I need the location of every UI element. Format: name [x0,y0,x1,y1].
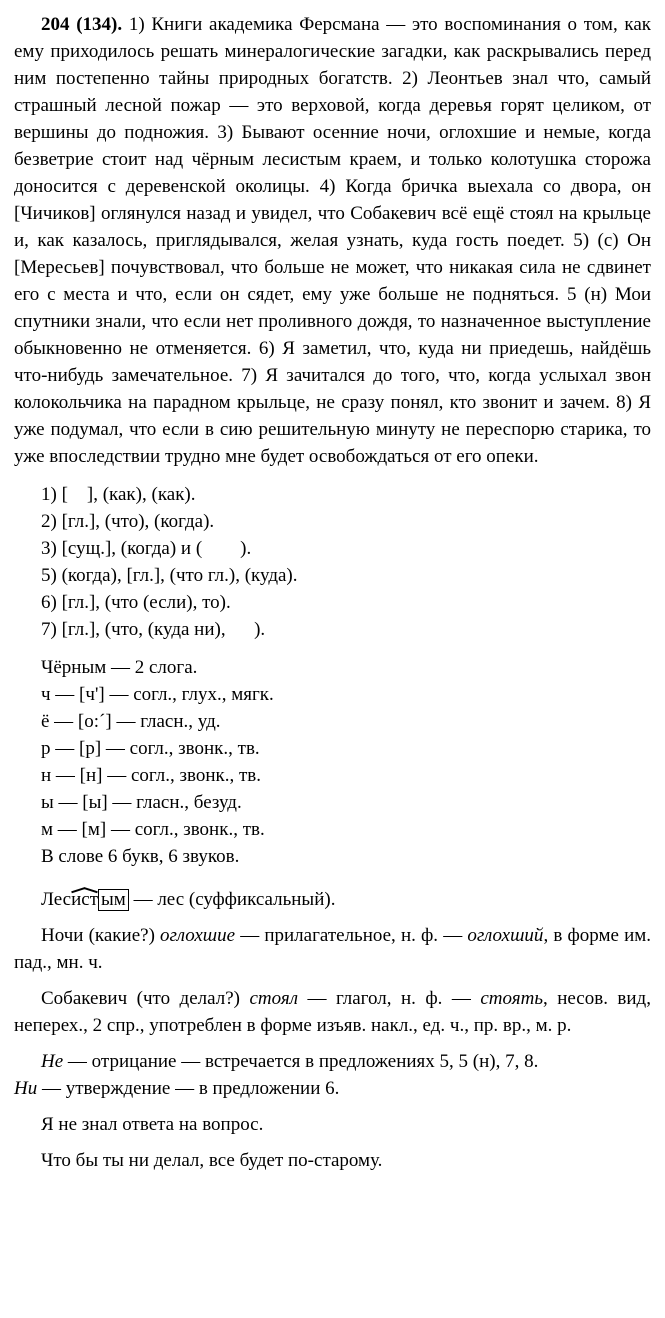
phonetic-title: Чёрным — 2 слога. [41,657,198,678]
particles-note [14,1048,651,1102]
verb-features: , несов. вид, неперех., 2 спр., употреблен в форме изъяв. накл., ед. ч., пр. вр., м. р. [14,988,651,1036]
scheme-line-7: 7) [гл.], (что, (куда ни), ). [41,619,266,640]
exercise-number: 204 (134). [41,14,123,35]
phonetic-analysis [14,654,651,870]
phonetic-line-y: ы — [ы] — гласн., безуд. [41,792,242,813]
word-analysis-rest: — лес (суффиксальный). [128,889,336,910]
word-formation-analysis [14,886,651,913]
phonetic-line-n: н — [н] — согл., звонк., тв. [41,765,262,786]
adjective-analysis [14,922,651,976]
phonetic-line-ch: ч — [ч'] — согл., глух., мягк. [41,684,274,705]
particle-ne-line [14,1048,651,1075]
particle-ni-rest: — утверждение — в предложении 6. [37,1078,340,1099]
scheme-line-6: 6) [гл.], (что (если), то). [41,592,231,613]
adjective-initial-form: оглохший [467,925,544,946]
phonetic-line-m: м — [м] — согл., звонк., тв. [41,819,265,840]
verb-question: Собакевич (что делал?) [41,988,250,1009]
particle-ni: Ни [14,1078,38,1099]
adjective-features: , в форме им. пад., мн. ч. [14,925,652,973]
phonetic-line-yo: ё — [о:´] — гласн., уд. [41,711,221,732]
particle-ne: Не [41,1051,64,1072]
verb-mid: — глагол, н. ф. — [297,988,481,1009]
adjective-mid: — прилагательное, н. ф. — [235,925,468,946]
word-root: Лес [41,889,72,910]
exercise-body: 1) Книги академика Ферсмана — это воспоминания о том, как ему приходилось решать минералогические загадки, как раскрывались перед ним постепенно тайны природных богатств. 2) Леонтьев знал что, самый страшный лесной пожар — это верховой, когда деревья горят целиком, от вершины до подножия. 3) Бывают осенние ночи, оглохшие и немые, когда безветрие стоит над чёрным лесистым краем, и только колотушка сторожа доносится с деревенской околицы. 4) Когда бричка выехала со двора, он [Чичиков] оглянулся назад и увидел, что Собакевич всё ещё стоял на крыльце и, как казалось, приглядывался, желая узнать, куда гость поедет. 5) (с) Он [Мересьев] почувствовал, что больше не может, что никакая сила не сдвинет его с места и что, если он сядет, ему уже больше не подняться. 5 (н) Мои спутники знали, что если нет проливного дождя, то назначенное выступление обыкновенно не отменяется. 6) Я заметил, что, куда ни приедешь, найдёшь что-нибудь замечательное. 7) Я зачитался до того, что, когда услыхал звон колокольчика на парадном крыльце, не сразу понял, кто звонит и зачем. 8) Я уже подумал, что если в сию решительную минуту не переспорю старика, то уже впоследствии трудно мне будет освобождаться от его опеки. [14,14,652,467]
adjective-question: Ночи (какие?) [41,925,161,946]
phonetic-summary: В слове 6 букв, 6 звуков. [41,846,240,867]
adjective-word: оглохшие [160,925,236,946]
exercise-solution-text [14,11,651,470]
phonetic-line-r: р — [р] — согл., звонк., тв. [41,738,260,759]
verb-word: стоял [249,988,298,1009]
particle-ni-line [14,1075,651,1102]
verb-initial-form: стоять [480,988,543,1009]
particle-ne-rest: — отрицание — встречается в предложениях 5, 5 (н), 7, 8. [63,1051,539,1072]
example-sentence-2: Что бы ты ни делал, все будет по-старому. [41,1150,383,1171]
scheme-line-2: 2) [гл.], (что), (когда). [41,511,215,532]
verb-analysis [14,985,651,1039]
sentence-schemes [14,481,651,643]
word-ending: ым [98,889,129,911]
scheme-line-3: 3) [сущ.], (когда) и ( ). [41,538,252,559]
scheme-line-5: 5) (когда), [гл.], (что гл.), (куда). [41,565,298,586]
example-sentence-1: Я не знал ответа на вопрос. [41,1114,264,1135]
scheme-line-1: 1) [ ], (как), (как). [41,484,196,505]
word-suffix: ист [71,886,98,913]
